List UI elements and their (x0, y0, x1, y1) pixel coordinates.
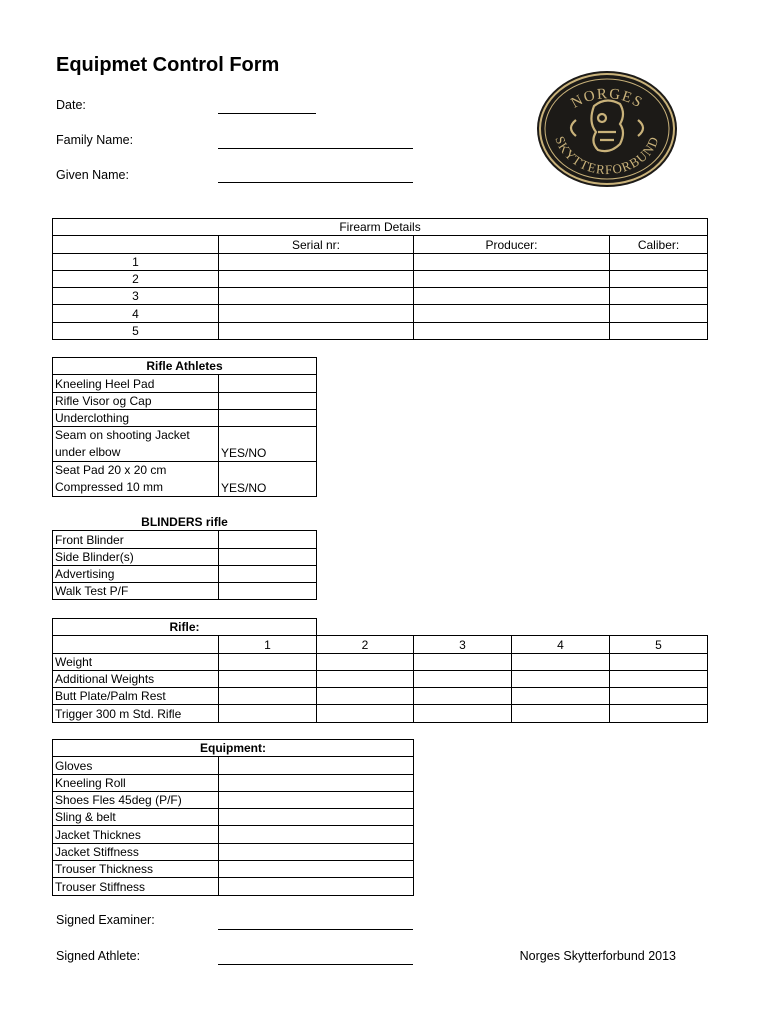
rifle-cell[interactable] (414, 705, 512, 722)
item-value[interactable]: YES/NO (219, 462, 317, 497)
item-value[interactable] (219, 878, 414, 895)
rifle-cell[interactable] (219, 688, 317, 705)
rifle-title: Rifle: (53, 619, 317, 636)
item-label: Advertising (53, 565, 219, 582)
rifle-cell[interactable] (610, 670, 708, 687)
table-row (53, 861, 414, 878)
table-row (53, 548, 317, 565)
date-label: Date: (56, 98, 86, 112)
table-row (53, 653, 708, 670)
item-label: Shoes Fles 45deg (P/F) (53, 791, 219, 808)
caliber-cell[interactable] (610, 270, 708, 287)
table-row (53, 705, 708, 722)
item-label: Seat Pad 20 x 20 cm Compressed 10 mm (53, 462, 219, 497)
signed-athlete-label: Signed Athlete: (56, 949, 141, 963)
item-label: Walk Test P/F (53, 583, 219, 600)
footer-text: Norges Skytterforbund 2013 (519, 949, 676, 963)
firearm-details-title: Firearm Details (53, 219, 708, 236)
rifle-cell[interactable] (219, 653, 317, 670)
item-label: Butt Plate/Palm Rest (53, 688, 219, 705)
item-value[interactable] (219, 791, 414, 808)
item-value[interactable] (219, 548, 317, 565)
table-row (53, 688, 708, 705)
item-value[interactable]: YES/NO (219, 427, 317, 462)
firearm-row-number: 4 (53, 305, 219, 322)
equipment-title: Equipment: (53, 740, 414, 757)
rifle-table (52, 618, 708, 723)
rifle-cell[interactable] (219, 670, 317, 687)
item-label: Trigger 300 m Std. Rifle (53, 705, 219, 722)
rifle-cell[interactable] (317, 670, 414, 687)
table-row (53, 392, 317, 409)
table-row (53, 531, 317, 548)
given-name-label: Given Name: (56, 168, 129, 182)
table-row (53, 878, 414, 895)
given-name-field[interactable] (218, 182, 413, 183)
rifle-athletes-title: Rifle Athletes (53, 358, 317, 375)
table-row (53, 791, 414, 808)
signed-examiner-label: Signed Examiner: (56, 913, 155, 927)
serial-nr-header: Serial nr: (219, 236, 414, 253)
blinders-table (52, 514, 317, 600)
item-label: Sling & belt (53, 809, 219, 826)
table-row (53, 427, 317, 462)
rifle-header-blank (53, 636, 219, 653)
table-row (53, 757, 414, 774)
table-row (53, 826, 414, 843)
rifle-cell[interactable] (414, 653, 512, 670)
producer-cell[interactable] (414, 322, 610, 339)
table-row (53, 375, 317, 392)
caliber-header: Caliber: (610, 236, 708, 253)
caliber-cell[interactable] (610, 305, 708, 322)
item-value[interactable] (219, 809, 414, 826)
table-row (53, 583, 317, 600)
item-label: Kneeling Heel Pad (53, 375, 219, 392)
rifle-col-header: 4 (512, 636, 610, 653)
item-label: Seam on shooting Jacket under elbow (53, 427, 219, 462)
caliber-cell[interactable] (610, 253, 708, 270)
rifle-col-header: 3 (414, 636, 512, 653)
signed-examiner-field[interactable] (218, 929, 413, 930)
rifle-cell[interactable] (512, 688, 610, 705)
form-title: Equipmet Control Form (56, 54, 280, 76)
rifle-col-header: 2 (317, 636, 414, 653)
rifle-cell[interactable] (317, 705, 414, 722)
table-row (53, 253, 708, 270)
item-value[interactable] (219, 826, 414, 843)
rifle-cell[interactable] (317, 688, 414, 705)
producer-cell[interactable] (414, 253, 610, 270)
rifle-cell[interactable] (512, 705, 610, 722)
rifle-cell[interactable] (317, 653, 414, 670)
firearm-details-table (52, 218, 708, 340)
item-label: Side Blinder(s) (53, 548, 219, 565)
rifle-cell[interactable] (414, 688, 512, 705)
rifle-cell[interactable] (219, 705, 317, 722)
table-row (53, 670, 708, 687)
item-label: Trouser Stiffness (53, 878, 219, 895)
caliber-cell[interactable] (610, 322, 708, 339)
rifle-col-header: 5 (610, 636, 708, 653)
firearm-row-number: 5 (53, 322, 219, 339)
item-label: Underclothing (53, 409, 219, 426)
table-row (53, 809, 414, 826)
serial-nr-cell[interactable] (219, 322, 414, 339)
item-value[interactable] (219, 843, 414, 860)
item-label: Jacket Stiffness (53, 843, 219, 860)
table-row (53, 565, 317, 582)
table-row (53, 843, 414, 860)
blinders-title: BLINDERS rifle (141, 515, 228, 530)
rifle-cell[interactable] (610, 653, 708, 670)
firearm-header-blank (53, 236, 219, 253)
norges-skytterforbund-logo (536, 70, 678, 188)
item-value[interactable] (219, 531, 317, 548)
rifle-cell[interactable] (610, 705, 708, 722)
table-row (53, 305, 708, 322)
signed-athlete-field[interactable] (218, 964, 413, 965)
item-label: Front Blinder (53, 531, 219, 548)
serial-nr-cell[interactable] (219, 270, 414, 287)
item-value[interactable] (219, 409, 317, 426)
item-label: Trouser Thickness (53, 861, 219, 878)
rifle-cell[interactable] (512, 670, 610, 687)
producer-cell[interactable] (414, 270, 610, 287)
firearm-row-number: 3 (53, 288, 219, 305)
item-value[interactable] (219, 583, 317, 600)
table-row (53, 288, 708, 305)
table-row (53, 322, 708, 339)
rifle-cell[interactable] (414, 670, 512, 687)
item-value[interactable] (219, 565, 317, 582)
rifle-athletes-table (52, 357, 317, 497)
equipment-table (52, 739, 414, 896)
item-label: Kneeling Roll (53, 774, 219, 791)
serial-nr-cell[interactable] (219, 253, 414, 270)
firearm-row-number: 1 (53, 253, 219, 270)
item-value[interactable] (219, 774, 414, 791)
item-value[interactable] (219, 375, 317, 392)
rifle-cell[interactable] (610, 688, 708, 705)
item-label: Weight (53, 653, 219, 670)
rifle-cell[interactable] (512, 653, 610, 670)
producer-header: Producer: (414, 236, 610, 253)
firearm-row-number: 2 (53, 270, 219, 287)
logo-text-bottom: SKYTTERFORBUND (552, 133, 662, 178)
serial-nr-cell[interactable] (219, 288, 414, 305)
item-value[interactable] (219, 392, 317, 409)
table-row (53, 774, 414, 791)
date-field[interactable] (218, 113, 316, 114)
producer-cell[interactable] (414, 305, 610, 322)
item-label: Jacket Thicknes (53, 826, 219, 843)
item-label: Additional Weights (53, 670, 219, 687)
item-label: Gloves (53, 757, 219, 774)
item-label: Rifle Visor og Cap (53, 392, 219, 409)
item-value[interactable] (219, 861, 414, 878)
table-row (53, 270, 708, 287)
logo-text-top: NORGES (568, 86, 646, 112)
producer-cell[interactable] (414, 288, 610, 305)
table-row (53, 409, 317, 426)
serial-nr-cell[interactable] (219, 305, 414, 322)
caliber-cell[interactable] (610, 288, 708, 305)
family-name-label: Family Name: (56, 133, 134, 147)
rifle-col-header: 1 (219, 636, 317, 653)
family-name-field[interactable] (218, 148, 413, 149)
item-value[interactable] (219, 757, 414, 774)
table-row (53, 462, 317, 497)
